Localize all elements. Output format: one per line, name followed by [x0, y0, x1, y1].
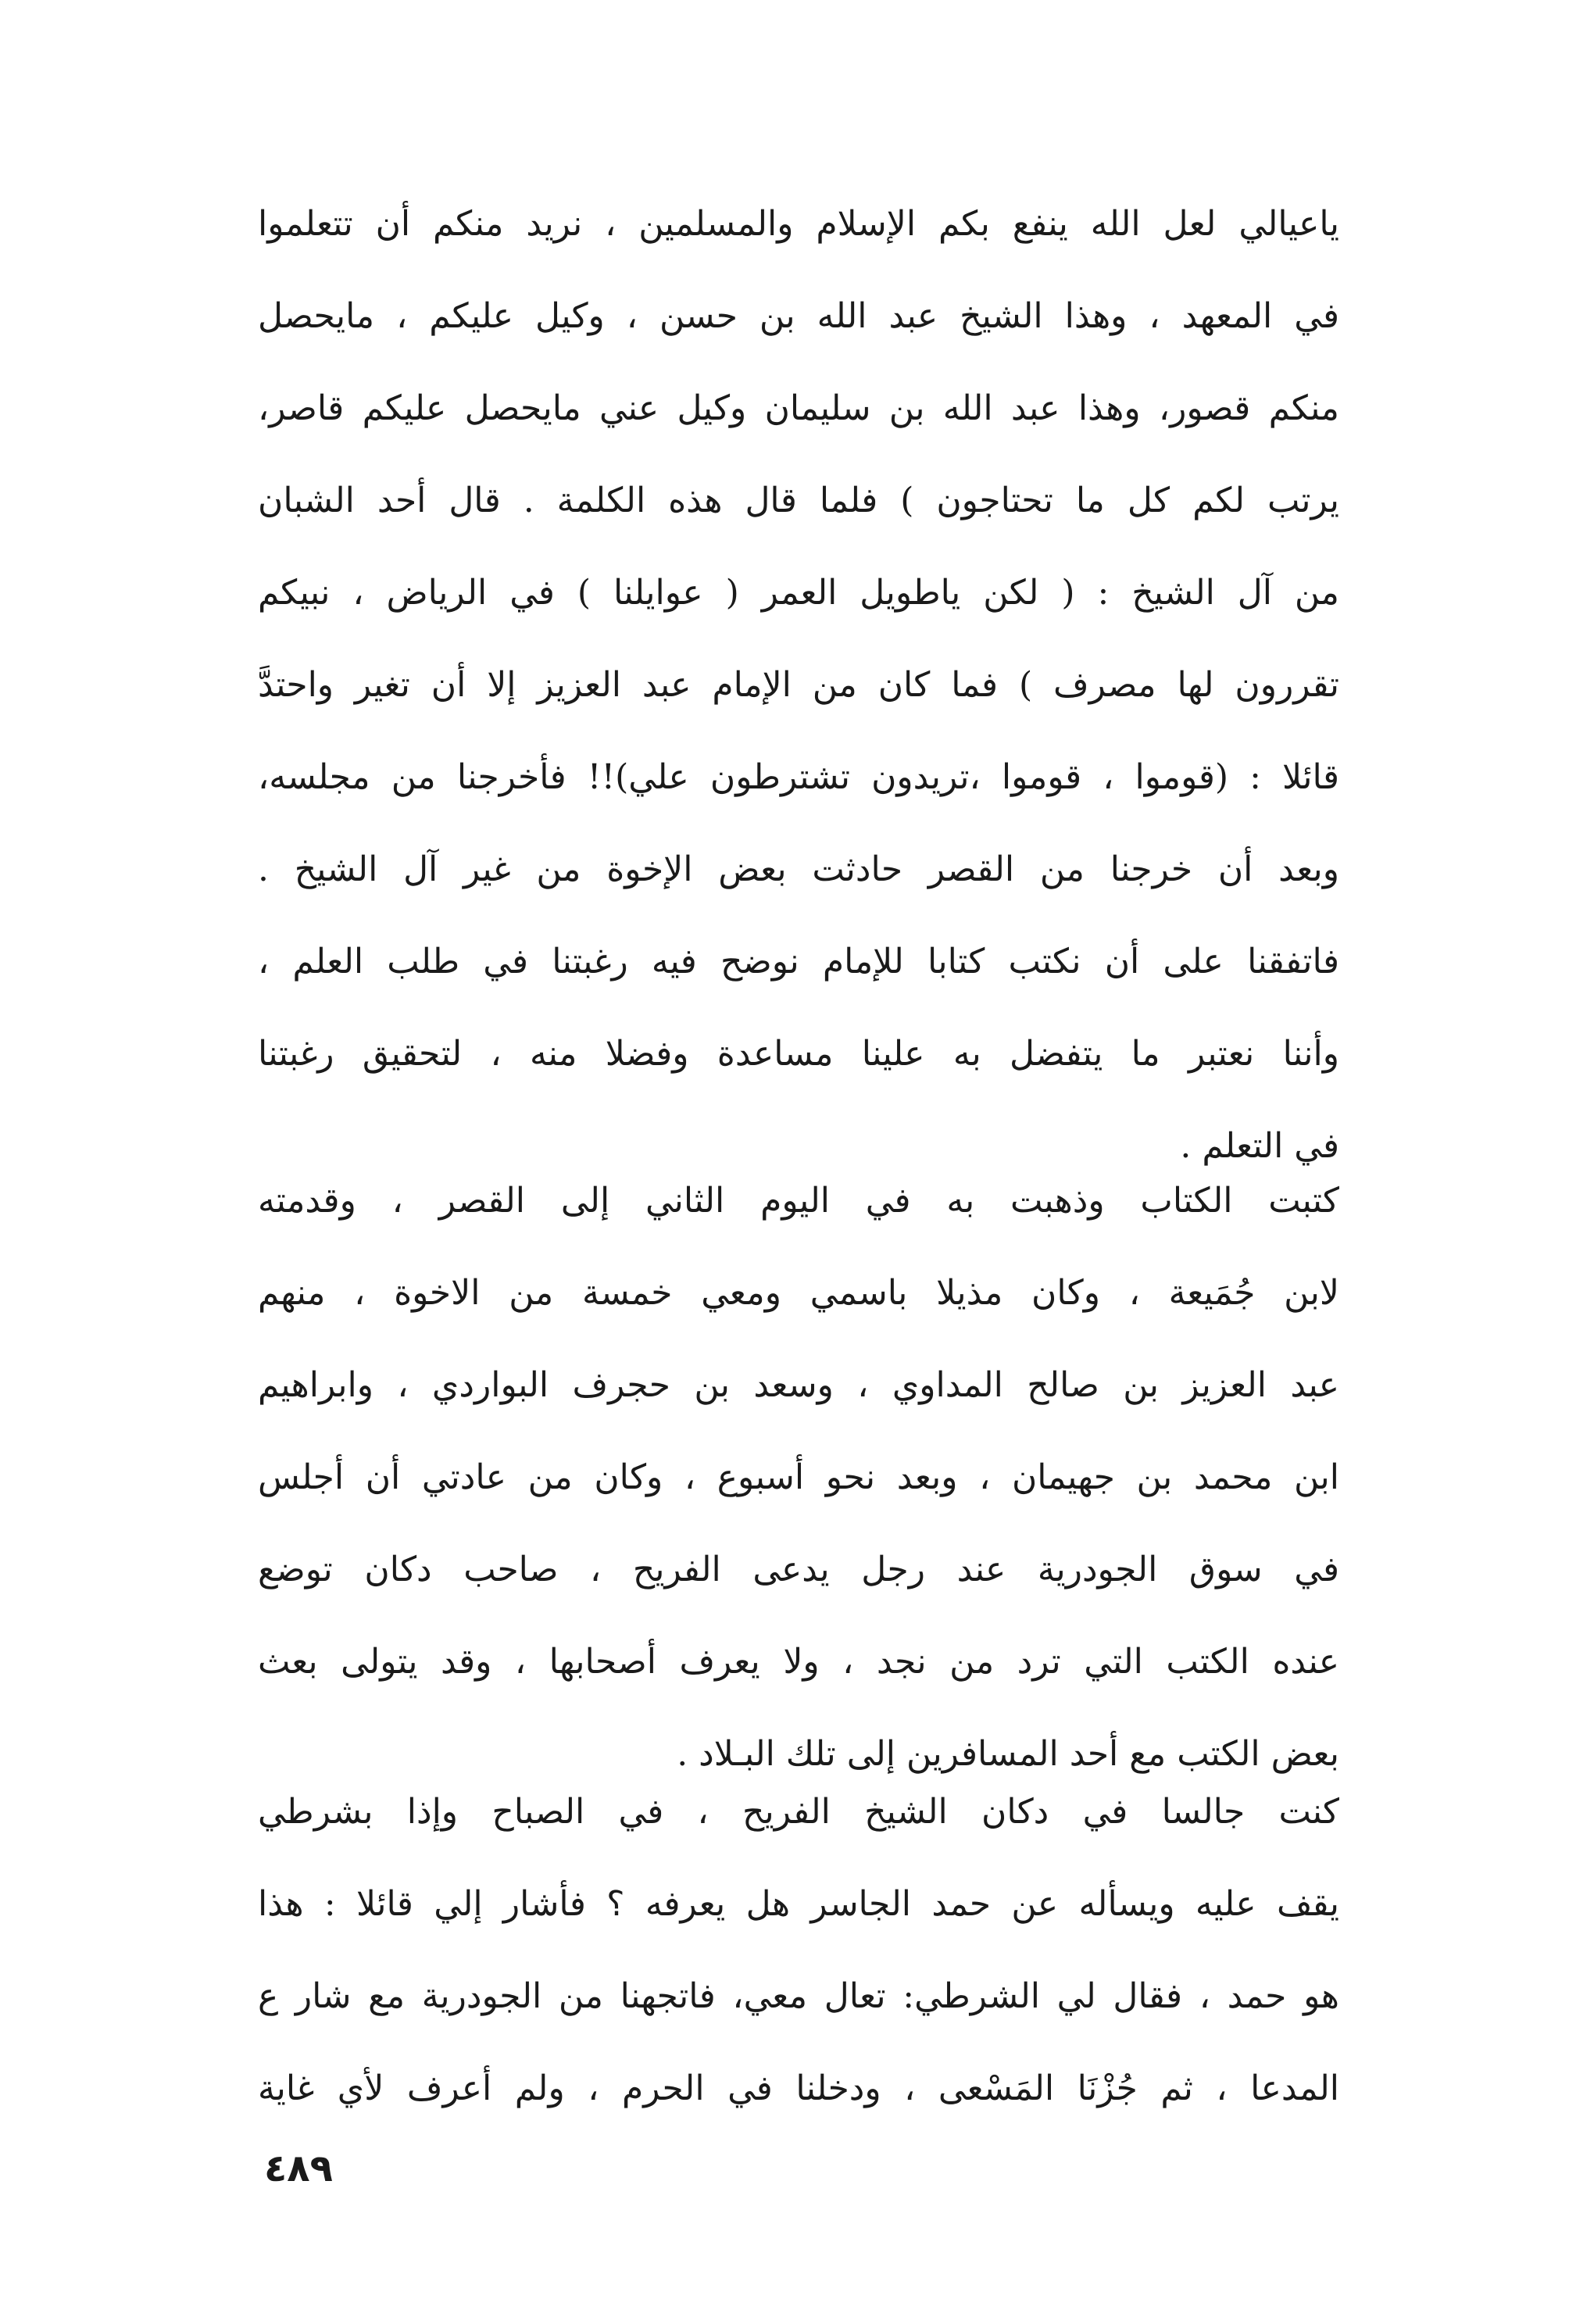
text-line: عبد العزيز بن صالح المداوي ، وسعد بن حجرف البواردي ، وابراهيم [258, 1365, 1339, 1405]
text-line: في المعهد ، وهذا الشيخ عبد الله بن حسن ، وكيل عليكم ، مايحصل [258, 296, 1339, 336]
text-line: بعض الكتب مع أحد المسافرين إلى تلك البـلاد . [677, 1734, 1339, 1774]
text-line: ابن محمد بن جهيمان ، وبعد نحو أسبوع ، وكان من عادتي أن أجلس [258, 1457, 1339, 1497]
text-line: وأننا نعتبر ما يتفضل به علينا مساعدة وفضلا منه ، لتحقيق رغبتنا [258, 1034, 1339, 1074]
page-number: ٤٨٩ [264, 2147, 333, 2190]
text-line: المدعا ، ثم جُزْنَا المَسْعى ، ودخلنا في الحرم ، ولم أعرف لأي غاية [258, 2068, 1339, 2108]
text-line: ياعيالي لعل الله ينفع بكم الإسلام والمسلمين ، نريد منكم أن تتعلموا [258, 204, 1339, 244]
text-line: من آل الشيخ : ( لكن ياطويل العمر ( عوايلنا ) في الرياض ، نبيكم [258, 573, 1339, 613]
text-line: كتبت الكتاب وذهبت به في اليوم الثاني إلى القصر ، وقدمته [258, 1181, 1339, 1221]
text-line: في سوق الجودرية عند رجل يدعى الفريح ، صاحب دكان توضع [258, 1550, 1339, 1589]
paragraph-1 [258, 178, 1339, 1192]
paragraph-3 [258, 1766, 1339, 2135]
text-line: تقررون لها مصرف ) فما كان من الإمام عبد العزيز إلا أن تغير واحتدَّ [258, 665, 1339, 705]
text-line: فاتفقنا على أن نكتب كتابا للإمام نوضح فيه رغبتنا في طلب العلم ، [258, 942, 1339, 981]
text-line: يرتب لكم كل ما تحتاجون ) فلما قال هذه الكلمة . قال أحد الشبان [258, 481, 1339, 520]
text-line: كنت جالسا في دكان الشيخ الفريح ، في الصباح وإذا بشرطي [258, 1792, 1339, 1832]
text-line: قائلا : (قوموا ، قوموا ،تريدون تشترطون علي)!! فأخرجنا من مجلسه، [258, 757, 1339, 797]
text-line: وبعد أن خرجنا من القصر حادثت بعض الإخوة من غير آل الشيخ . [258, 849, 1339, 889]
text-line: هو حمد ، فقال لي الشرطي: تعال معي، فاتجهنا من الجودرية مع شار ع [258, 1976, 1339, 2016]
text-line: لابن جُمَيعة ، وكان مذيلا باسمي ومعي خمسة من الاخوة ، منهم [258, 1273, 1339, 1313]
paragraph-2 [258, 1155, 1339, 1800]
text-line: في التعلم . [1180, 1126, 1339, 1166]
text-line: منكم قصور، وهذا عبد الله بن سليمان وكيل عني مايحصل عليكم قاصر، [258, 388, 1339, 428]
text-line: يقف عليه ويسأله عن حمد الجاسر هل يعرفه ؟ فأشار إلي قائلا : هذا [258, 1884, 1339, 1924]
text-line: عنده الكتب التي ترد من نجد ، ولا يعرف أصحابها ، وقد يتولى بعث [258, 1642, 1339, 1682]
